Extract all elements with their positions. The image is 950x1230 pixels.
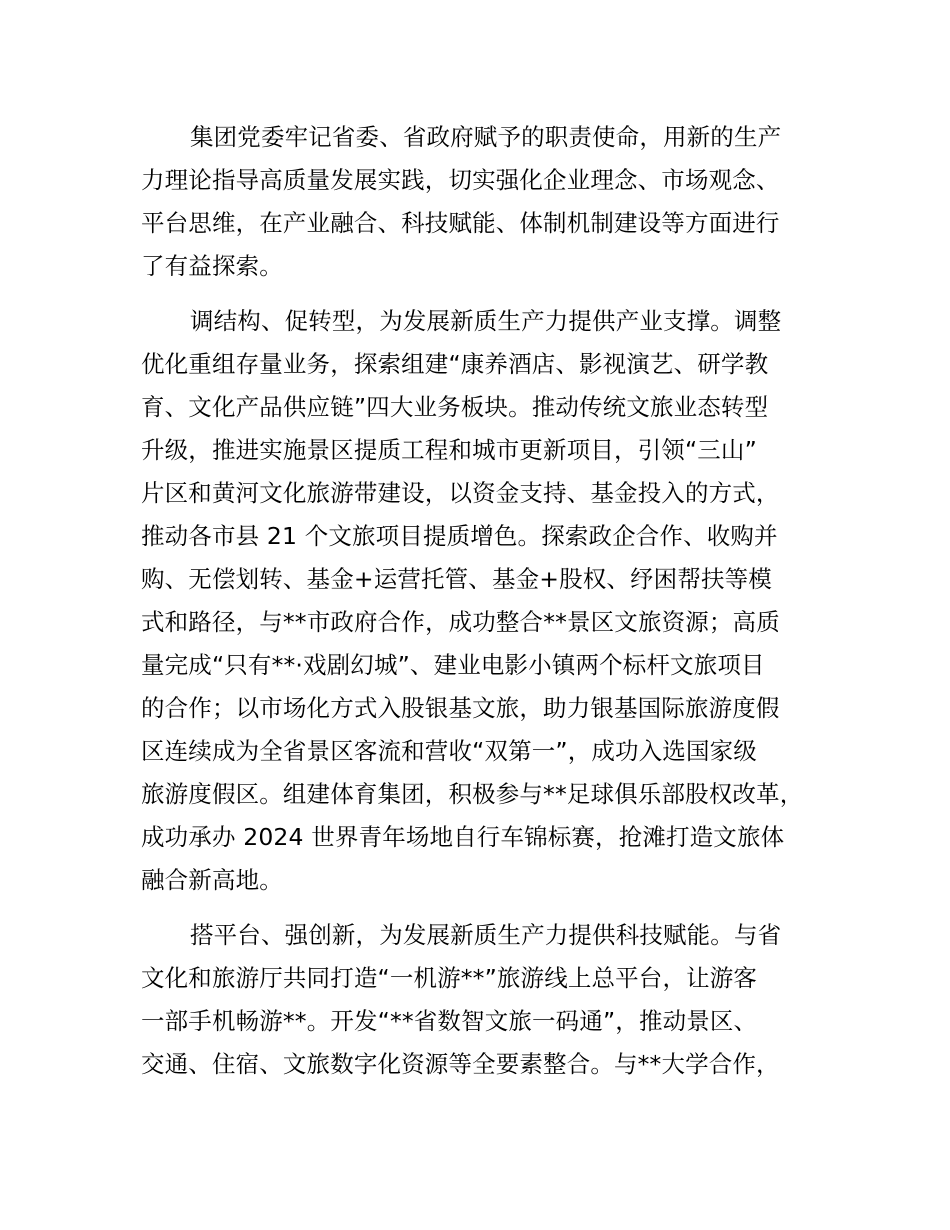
paragraph-2-line-3: 育、文化产品供应链”四大业务板块。推动传统文旅业态转型 (141, 393, 769, 421)
paragraph-3-line-4: 交通、住宿、文旅数字化资源等全要素整合。与**大学合作， (141, 1050, 780, 1078)
paragraph-2-line-5: 片区和黄河文化旅游带建设，以资金支持、基金投入的方式， (141, 479, 780, 507)
paragraph-3-line-1: 搭平台、强创新，为发展新质生产力提供科技赋能。与省 (190, 921, 782, 949)
paragraph-2-line-12: 旅游度假区。组建体育集团，积极参与**足球俱乐部股权改革， (141, 780, 804, 808)
paragraph-2-line-10: 的合作；以市场化方式入股银基文旅，助力银基国际旅游度假 (141, 694, 780, 722)
paragraph-3-line-3: 一部手机畅游**。开发“**省数智文旅一码通”，推动景区、 (141, 1007, 758, 1035)
paragraph-1-line-4: 了有益探索。 (141, 252, 283, 280)
paragraph-3-line-2: 文化和旅游厅共同打造“一机游**”旅游线上总平台，让游客 (141, 964, 758, 992)
paragraph-2-line-14: 融合新高地。 (141, 866, 283, 894)
paragraph-2-line-6: 推动各市县 21 个文旅项目提质增色。探索政企合作、收购并 (141, 522, 778, 550)
paragraph-1-line-2: 力理论指导高质量发展实践，切实强化企业理念、市场观念、 (141, 166, 780, 194)
paragraph-1-line-3: 平台思维，在产业融合、科技赋能、体制机制建设等方面进行 (141, 209, 780, 237)
paragraph-2-line-8: 式和路径，与**市政府合作，成功整合**景区文旅资源；高质 (141, 608, 780, 636)
paragraph-2-line-1: 调结构、促转型，为发展新质生产力提供产业支撑。调整 (190, 307, 782, 335)
paragraph-2-line-13: 成功承办 2024 世界青年场地自行车锦标赛，抢滩打造文旅体 (141, 823, 785, 851)
paragraph-2-line-2: 优化重组存量业务，探索组建“康养酒店、影视演艺、研学教 (141, 350, 769, 378)
paragraph-2-line-9: 量完成“只有**·戏剧幻城”、建业电影小镇两个标杆文旅项目 (141, 651, 765, 679)
paragraph-2-line-11: 区连续成为全省景区客流和营收“双第一”，成功入选国家级 (141, 737, 757, 765)
paragraph-2-line-4: 升级，推进实施景区提质工程和城市更新项目，引领“三山” (141, 436, 757, 464)
paragraph-1-line-1: 集团党委牢记省委、省政府赋予的职责使命，用新的生产 (190, 123, 782, 151)
paragraph-2-line-7: 购、无偿划转、基金+运营托管、基金+股权、纾困帮扶等模 (141, 565, 772, 593)
